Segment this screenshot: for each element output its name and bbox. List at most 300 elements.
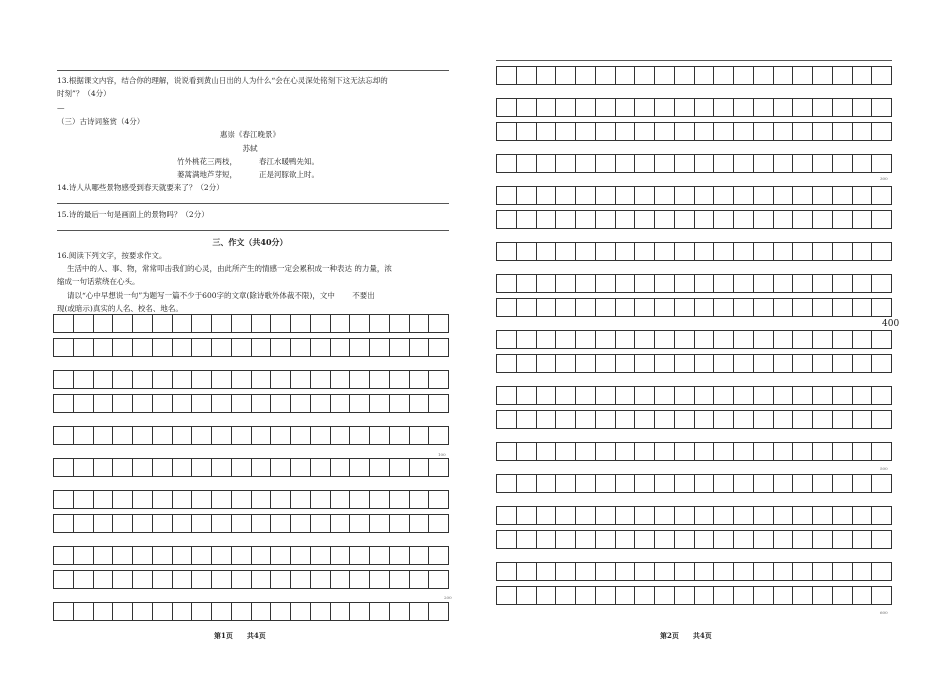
grid-cell[interactable] bbox=[153, 547, 173, 564]
grid-cell[interactable] bbox=[331, 459, 351, 476]
grid-cell[interactable] bbox=[252, 339, 272, 356]
grid-cell[interactable] bbox=[872, 99, 891, 116]
grid-cell[interactable] bbox=[153, 515, 173, 532]
grid-cell[interactable] bbox=[113, 427, 133, 444]
grid-cell[interactable] bbox=[774, 123, 794, 140]
grid-cell[interactable] bbox=[833, 67, 853, 84]
grid-cell[interactable] bbox=[734, 275, 754, 292]
grid-cell[interactable] bbox=[774, 243, 794, 260]
grid-cell[interactable] bbox=[853, 155, 873, 172]
grid-cell[interactable] bbox=[192, 395, 212, 412]
grid-cell[interactable] bbox=[734, 475, 754, 492]
grid-cell[interactable] bbox=[872, 475, 891, 492]
grid-cell[interactable] bbox=[714, 99, 734, 116]
grid-cell[interactable] bbox=[793, 443, 813, 460]
grid-cell[interactable] bbox=[517, 211, 537, 228]
grid-cell[interactable] bbox=[695, 507, 715, 524]
grid-cell[interactable] bbox=[872, 331, 891, 348]
grid-cell[interactable] bbox=[695, 411, 715, 428]
grid-cell[interactable] bbox=[714, 211, 734, 228]
grid-cell[interactable] bbox=[872, 587, 891, 604]
grid-cell[interactable] bbox=[556, 123, 576, 140]
grid-cell[interactable] bbox=[311, 395, 331, 412]
grid-cell[interactable] bbox=[133, 339, 153, 356]
grid-cell[interactable] bbox=[291, 547, 311, 564]
grid-cell[interactable] bbox=[331, 515, 351, 532]
grid-cell[interactable] bbox=[556, 507, 576, 524]
grid-cell[interactable] bbox=[556, 275, 576, 292]
grid-cell[interactable] bbox=[655, 187, 675, 204]
grid-cell[interactable] bbox=[813, 67, 833, 84]
grid-cell[interactable] bbox=[390, 315, 410, 332]
grid-cell[interactable] bbox=[54, 339, 74, 356]
grid-cell[interactable] bbox=[793, 531, 813, 548]
grid-cell[interactable] bbox=[173, 427, 193, 444]
grid-cell[interactable] bbox=[94, 547, 114, 564]
grid-cell[interactable] bbox=[793, 155, 813, 172]
grid-row[interactable] bbox=[53, 394, 449, 413]
grid-cell[interactable] bbox=[517, 331, 537, 348]
grid-cell[interactable] bbox=[517, 123, 537, 140]
grid-cell[interactable] bbox=[714, 275, 734, 292]
grid-cell[interactable] bbox=[635, 299, 655, 316]
grid-cell[interactable] bbox=[774, 531, 794, 548]
grid-cell[interactable] bbox=[410, 515, 430, 532]
grid-cell[interactable] bbox=[517, 387, 537, 404]
grid-cell[interactable] bbox=[853, 563, 873, 580]
grid-cell[interactable] bbox=[429, 603, 448, 620]
grid-cell[interactable] bbox=[734, 299, 754, 316]
grid-cell[interactable] bbox=[291, 371, 311, 388]
grid-cell[interactable] bbox=[655, 563, 675, 580]
grid-cell[interactable] bbox=[331, 395, 351, 412]
grid-cell[interactable] bbox=[576, 411, 596, 428]
grid-cell[interactable] bbox=[429, 339, 448, 356]
grid-cell[interactable] bbox=[350, 427, 370, 444]
grid-cell[interactable] bbox=[497, 563, 517, 580]
grid-cell[interactable] bbox=[714, 587, 734, 604]
grid-cell[interactable] bbox=[754, 331, 774, 348]
grid-cell[interactable] bbox=[675, 123, 695, 140]
grid-cell[interactable] bbox=[576, 531, 596, 548]
grid-cell[interactable] bbox=[635, 563, 655, 580]
grid-cell[interactable] bbox=[331, 371, 351, 388]
grid-cell[interactable] bbox=[793, 123, 813, 140]
grid-cell[interactable] bbox=[576, 387, 596, 404]
grid-cell[interactable] bbox=[675, 275, 695, 292]
grid-cell[interactable] bbox=[635, 475, 655, 492]
grid-cell[interactable] bbox=[655, 411, 675, 428]
grid-cell[interactable] bbox=[616, 355, 636, 372]
grid-cell[interactable] bbox=[74, 547, 94, 564]
grid-cell[interactable] bbox=[576, 563, 596, 580]
grid-cell[interactable] bbox=[133, 515, 153, 532]
grid-cell[interactable] bbox=[497, 155, 517, 172]
grid-cell[interactable] bbox=[872, 443, 891, 460]
grid-cell[interactable] bbox=[74, 515, 94, 532]
grid-cell[interactable] bbox=[833, 355, 853, 372]
grid-cell[interactable] bbox=[94, 371, 114, 388]
grid-cell[interactable] bbox=[517, 155, 537, 172]
grid-cell[interactable] bbox=[537, 155, 557, 172]
grid-row[interactable] bbox=[496, 154, 892, 173]
grid-cell[interactable] bbox=[833, 563, 853, 580]
grid-cell[interactable] bbox=[429, 547, 448, 564]
grid-cell[interactable] bbox=[252, 491, 272, 508]
grid-cell[interactable] bbox=[813, 155, 833, 172]
grid-cell[interactable] bbox=[133, 371, 153, 388]
grid-cell[interactable] bbox=[853, 299, 873, 316]
grid-cell[interactable] bbox=[695, 187, 715, 204]
grid-cell[interactable] bbox=[556, 299, 576, 316]
grid-cell[interactable] bbox=[813, 331, 833, 348]
grid-cell[interactable] bbox=[311, 571, 331, 588]
grid-cell[interactable] bbox=[774, 475, 794, 492]
grid-cell[interactable] bbox=[497, 243, 517, 260]
grid-cell[interactable] bbox=[596, 299, 616, 316]
grid-cell[interactable] bbox=[252, 459, 272, 476]
grid-cell[interactable] bbox=[192, 315, 212, 332]
grid-cell[interactable] bbox=[714, 563, 734, 580]
grid-cell[interactable] bbox=[497, 475, 517, 492]
grid-cell[interactable] bbox=[556, 243, 576, 260]
grid-cell[interactable] bbox=[695, 299, 715, 316]
grid-cell[interactable] bbox=[556, 155, 576, 172]
grid-cell[interactable] bbox=[350, 571, 370, 588]
grid-cell[interactable] bbox=[734, 243, 754, 260]
grid-cell[interactable] bbox=[390, 571, 410, 588]
grid-cell[interactable] bbox=[695, 531, 715, 548]
grid-cell[interactable] bbox=[113, 395, 133, 412]
grid-cell[interactable] bbox=[774, 507, 794, 524]
grid-cell[interactable] bbox=[635, 387, 655, 404]
grid-row[interactable] bbox=[53, 426, 449, 445]
grid-cell[interactable] bbox=[113, 491, 133, 508]
grid-cell[interactable] bbox=[331, 603, 351, 620]
grid-cell[interactable] bbox=[596, 387, 616, 404]
grid-cell[interactable] bbox=[410, 427, 430, 444]
grid-cell[interactable] bbox=[596, 67, 616, 84]
grid-cell[interactable] bbox=[833, 331, 853, 348]
grid-cell[interactable] bbox=[291, 515, 311, 532]
grid-cell[interactable] bbox=[291, 427, 311, 444]
grid-cell[interactable] bbox=[232, 315, 252, 332]
grid-cell[interactable] bbox=[616, 187, 636, 204]
grid-cell[interactable] bbox=[576, 155, 596, 172]
grid-cell[interactable] bbox=[833, 211, 853, 228]
grid-cell[interactable] bbox=[94, 395, 114, 412]
grid-cell[interactable] bbox=[616, 331, 636, 348]
grid-cell[interactable] bbox=[133, 603, 153, 620]
grid-cell[interactable] bbox=[94, 571, 114, 588]
grid-cell[interactable] bbox=[695, 443, 715, 460]
grid-cell[interactable] bbox=[74, 491, 94, 508]
grid-cell[interactable] bbox=[576, 507, 596, 524]
grid-cell[interactable] bbox=[675, 563, 695, 580]
grid-cell[interactable] bbox=[714, 475, 734, 492]
grid-cell[interactable] bbox=[232, 339, 252, 356]
grid-cell[interactable] bbox=[616, 475, 636, 492]
grid-cell[interactable] bbox=[232, 459, 252, 476]
grid-cell[interactable] bbox=[556, 531, 576, 548]
grid-cell[interactable] bbox=[517, 243, 537, 260]
grid-cell[interactable] bbox=[754, 507, 774, 524]
grid-cell[interactable] bbox=[133, 491, 153, 508]
grid-cell[interactable] bbox=[192, 547, 212, 564]
grid-cell[interactable] bbox=[813, 507, 833, 524]
grid-cell[interactable] bbox=[497, 531, 517, 548]
grid-cell[interactable] bbox=[429, 315, 448, 332]
grid-cell[interactable] bbox=[675, 331, 695, 348]
grid-cell[interactable] bbox=[655, 243, 675, 260]
grid-cell[interactable] bbox=[675, 99, 695, 116]
grid-cell[interactable] bbox=[390, 339, 410, 356]
grid-cell[interactable] bbox=[429, 459, 448, 476]
grid-cell[interactable] bbox=[54, 603, 74, 620]
grid-cell[interactable] bbox=[655, 155, 675, 172]
grid-cell[interactable] bbox=[497, 211, 517, 228]
grid-row[interactable] bbox=[496, 354, 892, 373]
grid-cell[interactable] bbox=[714, 155, 734, 172]
grid-cell[interactable] bbox=[350, 371, 370, 388]
grid-cell[interactable] bbox=[113, 459, 133, 476]
grid-cell[interactable] bbox=[410, 459, 430, 476]
grid-cell[interactable] bbox=[517, 563, 537, 580]
grid-cell[interactable] bbox=[714, 355, 734, 372]
grid-cell[interactable] bbox=[853, 211, 873, 228]
grid-row[interactable] bbox=[496, 530, 892, 549]
grid-cell[interactable] bbox=[872, 387, 891, 404]
grid-row[interactable] bbox=[496, 442, 892, 461]
grid-cell[interactable] bbox=[517, 187, 537, 204]
grid-cell[interactable] bbox=[635, 67, 655, 84]
grid-cell[interactable] bbox=[774, 275, 794, 292]
grid-cell[interactable] bbox=[331, 547, 351, 564]
grid-cell[interactable] bbox=[94, 427, 114, 444]
grid-cell[interactable] bbox=[370, 315, 390, 332]
grid-cell[interactable] bbox=[556, 67, 576, 84]
grid-cell[interactable] bbox=[596, 275, 616, 292]
grid-cell[interactable] bbox=[537, 243, 557, 260]
grid-cell[interactable] bbox=[74, 371, 94, 388]
grid-cell[interactable] bbox=[74, 427, 94, 444]
grid-cell[interactable] bbox=[271, 395, 291, 412]
grid-cell[interactable] bbox=[853, 355, 873, 372]
grid-cell[interactable] bbox=[596, 531, 616, 548]
grid-cell[interactable] bbox=[331, 427, 351, 444]
grid-cell[interactable] bbox=[153, 491, 173, 508]
grid-cell[interactable] bbox=[793, 299, 813, 316]
grid-cell[interactable] bbox=[517, 531, 537, 548]
grid-cell[interactable] bbox=[793, 411, 813, 428]
grid-cell[interactable] bbox=[556, 211, 576, 228]
grid-cell[interactable] bbox=[675, 531, 695, 548]
grid-cell[interactable] bbox=[872, 355, 891, 372]
grid-cell[interactable] bbox=[596, 355, 616, 372]
grid-cell[interactable] bbox=[350, 547, 370, 564]
grid-cell[interactable] bbox=[212, 371, 232, 388]
grid-cell[interactable] bbox=[410, 371, 430, 388]
grid-cell[interactable] bbox=[173, 603, 193, 620]
grid-cell[interactable] bbox=[252, 395, 272, 412]
grid-cell[interactable] bbox=[54, 315, 74, 332]
grid-cell[interactable] bbox=[173, 571, 193, 588]
grid-row[interactable] bbox=[496, 586, 892, 605]
grid-cell[interactable] bbox=[271, 339, 291, 356]
grid-cell[interactable] bbox=[734, 187, 754, 204]
grid-cell[interactable] bbox=[212, 603, 232, 620]
grid-cell[interactable] bbox=[675, 507, 695, 524]
grid-cell[interactable] bbox=[537, 299, 557, 316]
grid-cell[interactable] bbox=[833, 587, 853, 604]
grid-cell[interactable] bbox=[655, 211, 675, 228]
grid-cell[interactable] bbox=[133, 571, 153, 588]
grid-cell[interactable] bbox=[271, 571, 291, 588]
grid-row[interactable] bbox=[496, 330, 892, 349]
grid-cell[interactable] bbox=[311, 515, 331, 532]
grid-cell[interactable] bbox=[537, 443, 557, 460]
grid-cell[interactable] bbox=[517, 507, 537, 524]
grid-cell[interactable] bbox=[675, 299, 695, 316]
grid-cell[interactable] bbox=[271, 371, 291, 388]
grid-cell[interactable] bbox=[113, 315, 133, 332]
grid-cell[interactable] bbox=[291, 395, 311, 412]
grid-cell[interactable] bbox=[872, 531, 891, 548]
grid-cell[interactable] bbox=[350, 315, 370, 332]
grid-cell[interactable] bbox=[390, 603, 410, 620]
grid-cell[interactable] bbox=[734, 331, 754, 348]
grid-cell[interactable] bbox=[370, 491, 390, 508]
grid-cell[interactable] bbox=[754, 411, 774, 428]
grid-cell[interactable] bbox=[714, 299, 734, 316]
grid-cell[interactable] bbox=[153, 571, 173, 588]
grid-cell[interactable] bbox=[813, 123, 833, 140]
grid-cell[interactable] bbox=[754, 243, 774, 260]
grid-cell[interactable] bbox=[853, 243, 873, 260]
grid-cell[interactable] bbox=[774, 67, 794, 84]
grid-cell[interactable] bbox=[872, 563, 891, 580]
grid-cell[interactable] bbox=[813, 587, 833, 604]
grid-cell[interactable] bbox=[675, 587, 695, 604]
grid-row[interactable] bbox=[53, 314, 449, 333]
grid-cell[interactable] bbox=[635, 211, 655, 228]
grid-cell[interactable] bbox=[774, 99, 794, 116]
grid-cell[interactable] bbox=[635, 99, 655, 116]
grid-cell[interactable] bbox=[271, 427, 291, 444]
grid-cell[interactable] bbox=[596, 443, 616, 460]
grid-cell[interactable] bbox=[734, 155, 754, 172]
grid-cell[interactable] bbox=[311, 491, 331, 508]
grid-cell[interactable] bbox=[833, 299, 853, 316]
grid-cell[interactable] bbox=[271, 491, 291, 508]
grid-cell[interactable] bbox=[754, 211, 774, 228]
grid-cell[interactable] bbox=[635, 531, 655, 548]
grid-cell[interactable] bbox=[497, 299, 517, 316]
grid-cell[interactable] bbox=[497, 387, 517, 404]
grid-cell[interactable] bbox=[596, 563, 616, 580]
grid-cell[interactable] bbox=[833, 99, 853, 116]
grid-cell[interactable] bbox=[390, 427, 410, 444]
grid-cell[interactable] bbox=[872, 275, 891, 292]
grid-cell[interactable] bbox=[133, 395, 153, 412]
grid-cell[interactable] bbox=[813, 187, 833, 204]
grid-cell[interactable] bbox=[793, 475, 813, 492]
grid-cell[interactable] bbox=[872, 411, 891, 428]
grid-cell[interactable] bbox=[616, 443, 636, 460]
grid-cell[interactable] bbox=[734, 411, 754, 428]
grid-cell[interactable] bbox=[655, 299, 675, 316]
grid-cell[interactable] bbox=[853, 587, 873, 604]
grid-cell[interactable] bbox=[153, 395, 173, 412]
grid-cell[interactable] bbox=[537, 331, 557, 348]
grid-cell[interactable] bbox=[252, 603, 272, 620]
grid-cell[interactable] bbox=[232, 427, 252, 444]
grid-cell[interactable] bbox=[113, 515, 133, 532]
grid-cell[interactable] bbox=[793, 331, 813, 348]
grid-cell[interactable] bbox=[813, 275, 833, 292]
grid-cell[interactable] bbox=[833, 411, 853, 428]
grid-cell[interactable] bbox=[153, 427, 173, 444]
grid-cell[interactable] bbox=[616, 211, 636, 228]
grid-row[interactable] bbox=[496, 186, 892, 205]
grid-cell[interactable] bbox=[192, 491, 212, 508]
grid-cell[interactable] bbox=[291, 315, 311, 332]
grid-cell[interactable] bbox=[695, 387, 715, 404]
grid-cell[interactable] bbox=[714, 67, 734, 84]
grid-cell[interactable] bbox=[734, 211, 754, 228]
grid-cell[interactable] bbox=[74, 603, 94, 620]
grid-cell[interactable] bbox=[853, 99, 873, 116]
grid-cell[interactable] bbox=[271, 315, 291, 332]
grid-cell[interactable] bbox=[497, 67, 517, 84]
grid-cell[interactable] bbox=[774, 587, 794, 604]
grid-cell[interactable] bbox=[596, 507, 616, 524]
grid-cell[interactable] bbox=[675, 155, 695, 172]
grid-cell[interactable] bbox=[635, 443, 655, 460]
grid-cell[interactable] bbox=[596, 155, 616, 172]
grid-cell[interactable] bbox=[212, 427, 232, 444]
grid-cell[interactable] bbox=[813, 299, 833, 316]
grid-cell[interactable] bbox=[173, 371, 193, 388]
grid-cell[interactable] bbox=[390, 459, 410, 476]
grid-cell[interactable] bbox=[853, 331, 873, 348]
grid-cell[interactable] bbox=[390, 515, 410, 532]
grid-cell[interactable] bbox=[556, 443, 576, 460]
grid-cell[interactable] bbox=[232, 371, 252, 388]
grid-cell[interactable] bbox=[537, 563, 557, 580]
grid-cell[interactable] bbox=[537, 99, 557, 116]
grid-cell[interactable] bbox=[54, 515, 74, 532]
grid-cell[interactable] bbox=[833, 243, 853, 260]
grid-cell[interactable] bbox=[813, 211, 833, 228]
grid-cell[interactable] bbox=[635, 243, 655, 260]
grid-cell[interactable] bbox=[252, 427, 272, 444]
grid-cell[interactable] bbox=[54, 459, 74, 476]
grid-cell[interactable] bbox=[872, 299, 891, 316]
grid-cell[interactable] bbox=[616, 99, 636, 116]
grid-row[interactable] bbox=[53, 570, 449, 589]
grid-cell[interactable] bbox=[655, 507, 675, 524]
grid-cell[interactable] bbox=[596, 211, 616, 228]
grid-cell[interactable] bbox=[212, 339, 232, 356]
grid-cell[interactable] bbox=[192, 515, 212, 532]
grid-cell[interactable] bbox=[350, 491, 370, 508]
grid-cell[interactable] bbox=[734, 387, 754, 404]
grid-cell[interactable] bbox=[311, 459, 331, 476]
grid-cell[interactable] bbox=[853, 67, 873, 84]
grid-cell[interactable] bbox=[872, 67, 891, 84]
grid-cell[interactable] bbox=[754, 275, 774, 292]
